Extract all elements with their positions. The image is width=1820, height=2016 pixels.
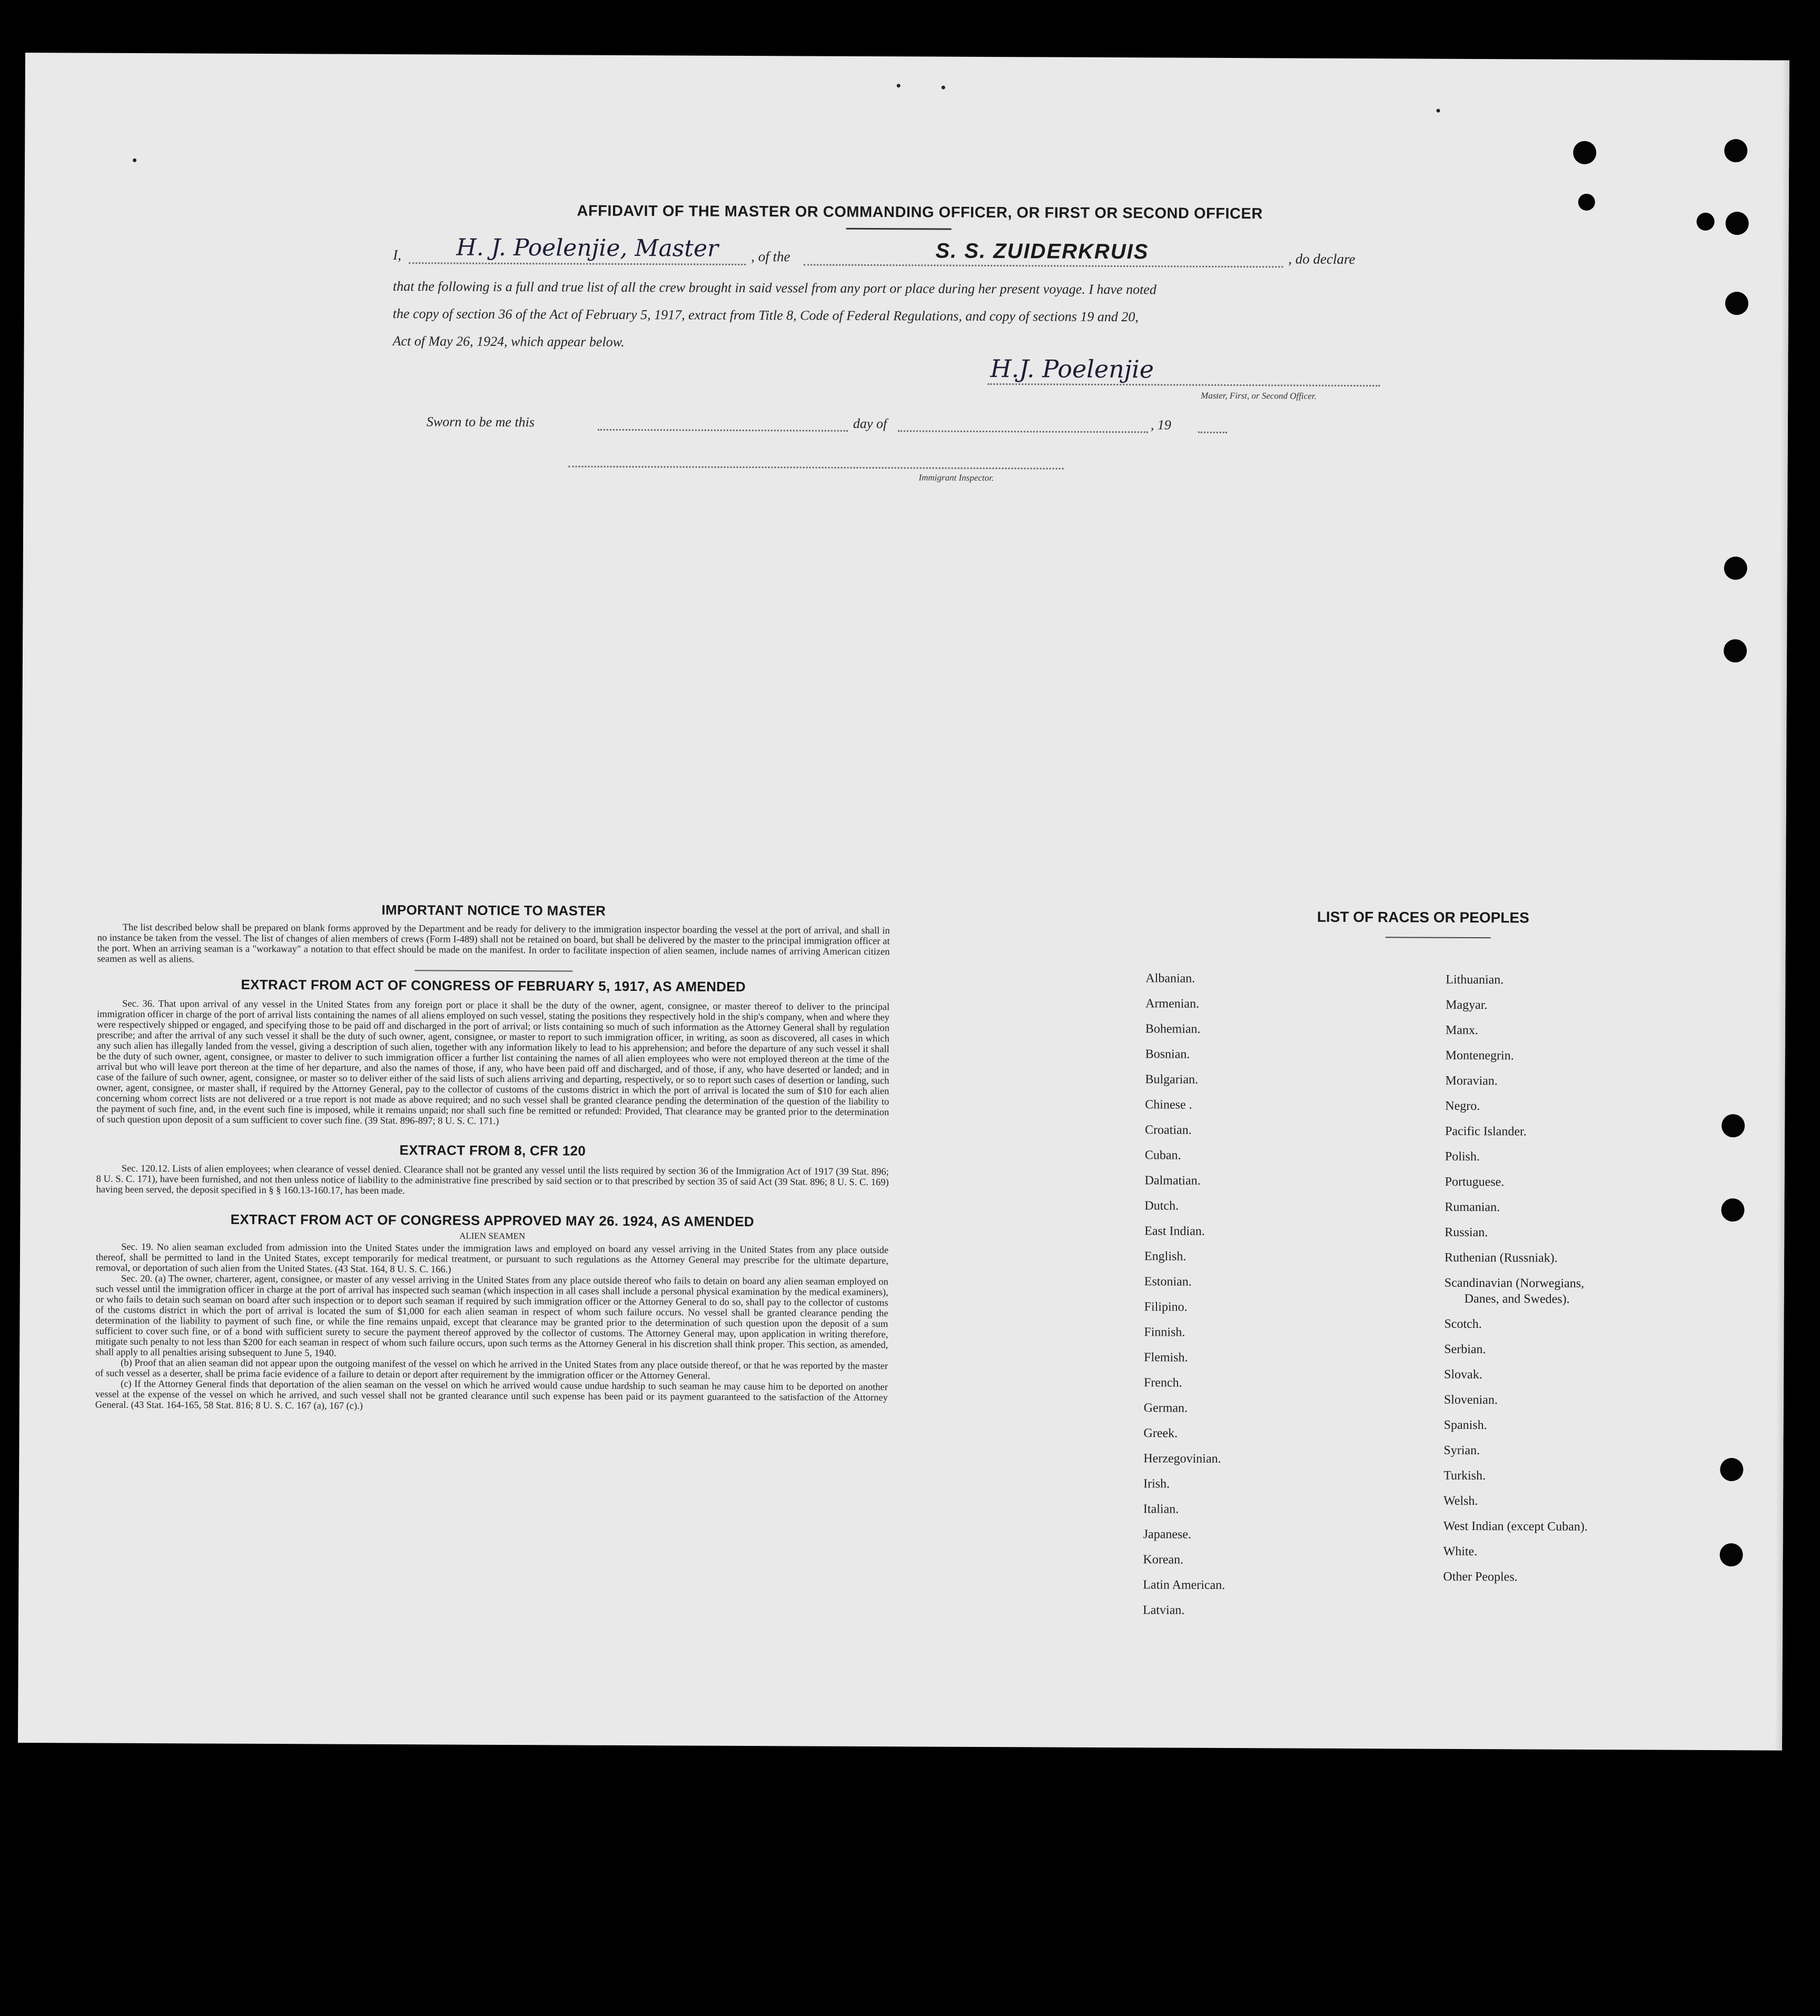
race-item: Other Peoples. xyxy=(1443,1570,1518,1584)
race-item: Greek. xyxy=(1143,1426,1178,1441)
race-item: Bosnian. xyxy=(1145,1047,1190,1061)
extract-cfr-title: EXTRACT FROM 8, CFR 120 xyxy=(399,1142,586,1159)
race-item: Irish. xyxy=(1143,1477,1170,1491)
extract-1917-text: Sec. 36. That upon arrival of any vessel in the United States from any foreign port or place it shall be the duty of the owner, agent, consignee, or master thereof to deliver to the principal immigration officer in charge of the port of arrival lists containing the names of all aliens employed on such vessel, stating the positions they respectively hold in the ship's company, when and where they were respectively shipped or engaged, and specifying those to be paid off and discharged in the port of arrival; or lists containing so much of such information as the Attorney General shall by regulation prescribe; and after the arrival of any such vessel it shall be the duty of such owner, agent, consignee, or master to report to such immigration officer, in writing, as soon as discovered, all cases in which any such alien has illegally landed from the vessel, giving a description of such alien, together with any information likely to lead to his apprehension; and before the departure of any such vessel it shall be the duty of such owner, agent, consignee, or master to deliver to such immigration officer a further list containing the names of all alien employees who were not employed thereon at the time of the arrival but who will leave port thereon at the time of her departure, and also the names of those, if any, who have been paid off and discharged, and of those, if any, who have deserted or landed; and in case of the failure of such owner, agent, consignee, or master so to deliver either of the said lists of such aliens arriving and departing, respectively, or so to report such cases of desertion or landing, such owner, agent, consignee, or master shall, if required by the Attorney General, pay to the collector of customs of the customs district in which the port of arrival is located the sum of $10 for each alien concerning whom correct lists are not delivered or a true report is not made as above required; and no such vessel shall be granted clearance pending the determination of the question of the liability to the payment of such fine, and, in the event such fine is imposed, while it remains unpaid; nor shall such fine be remitted or refunded: Provided, That clearance may be granted prior to the determination of such question upon deposit of a sum sufficient to cover such fine. (39 Stat. 896-897; 8 U. S. C. 171.) xyxy=(96,998,890,1127)
race-item: Moravian. xyxy=(1445,1074,1498,1088)
speck xyxy=(133,158,136,162)
scan-edge xyxy=(1775,61,1789,1751)
notice-text: The list described below shall be prepared on blank forms approved by the Department and be ready for delivery to the immigration inspector boarding the vessel at the port of arrival, and shall in no instance be taken from the vessel. The list of changes of alien members of crews (Form I-489) shall not be retained on board, but shall be delivered by the master to the principal immigration officer at the port. When an arriving seaman is a "workaway" a notation to that effect should be made on the manifest. In order to facilitate inspection of alien seamen, include names of arriving American citizen seamen as well as aliens. xyxy=(97,922,890,965)
punch-hole xyxy=(1573,141,1596,164)
race-item: Bulgarian. xyxy=(1145,1072,1199,1087)
race-item: Herzegovinian. xyxy=(1143,1452,1221,1466)
sworn-label: Sworn to be me this xyxy=(426,414,535,430)
race-item: Rumanian. xyxy=(1445,1200,1500,1215)
legal-column xyxy=(95,901,890,1414)
race-item: Syrian. xyxy=(1443,1443,1480,1458)
punch-hole xyxy=(1724,139,1747,162)
punch-hole xyxy=(1726,212,1749,235)
race-item: Turkish. xyxy=(1443,1468,1486,1483)
sworn-line xyxy=(392,408,1393,433)
race-item: Slovak. xyxy=(1444,1367,1482,1382)
race-item: Croatian. xyxy=(1145,1123,1192,1137)
master-signature: H.J. Poelenjie xyxy=(990,354,1154,384)
signature-line xyxy=(987,383,1380,386)
race-item: Pacific Islander. xyxy=(1445,1124,1527,1139)
race-item: Bohemian. xyxy=(1145,1022,1201,1036)
speck xyxy=(1437,109,1440,113)
affidavit-title: AFFIDAVIT OF THE MASTER OR COMMANDING OFFICER, OR FIRST OR SECOND OFFICER xyxy=(577,202,1263,223)
punch-hole xyxy=(1721,1198,1744,1221)
do-declare-label: , do declare xyxy=(1288,251,1356,267)
declaration-line-3: the copy of section 36 of the Act of February 5, 1917, extract from Title 8, Code of Federal Regulations, and copy of sections 19 and 20, xyxy=(392,306,1139,325)
signature-caption: Master, First, or Second Officer. xyxy=(1201,390,1317,401)
race-item: Slovenian. xyxy=(1443,1393,1498,1407)
race-item: Ruthenian (Russniak). xyxy=(1444,1250,1558,1265)
declaration-line-4: Act of May 26, 1924, which appear below. xyxy=(392,333,625,350)
year-line xyxy=(1198,432,1227,433)
punch-hole xyxy=(1724,639,1747,662)
sec-20c-text: (c) If the Attorney General finds that deportation of the alien seaman on the vessel on which he arrived would cause undue hardship to such seaman he may cause him to be deported on another vessel at the expense of the vessel on which he arrived, and such vessel shall not be granted clearance until such expense has been paid or its payment guaranteed to the satisfaction of the Attorney General. (43 Stat. 164-165, 58 Stat. 816; 8 U. S. C. 167 (a), 167 (c).) xyxy=(95,1378,888,1412)
title-rule xyxy=(846,228,952,230)
race-item: West Indian (except Cuban). xyxy=(1443,1519,1588,1534)
race-item: Danes, and Swedes). xyxy=(1464,1292,1570,1306)
race-item: Portuguese. xyxy=(1445,1175,1505,1189)
race-item: Welsh. xyxy=(1443,1494,1478,1508)
inspector-caption: Immigrant Inspector. xyxy=(918,472,994,483)
year-label: , 19 xyxy=(1150,417,1171,433)
race-item: Spanish. xyxy=(1443,1418,1487,1433)
extract-1924-title: EXTRACT FROM ACT OF CONGRESS APPROVED MAY 26. 1924, AS AMENDED xyxy=(230,1211,755,1230)
i-label: I, xyxy=(393,247,402,263)
race-item: White. xyxy=(1443,1544,1478,1559)
race-item: Estonian. xyxy=(1144,1275,1192,1289)
race-item: Manx. xyxy=(1445,1023,1478,1038)
race-item: Serbian. xyxy=(1444,1342,1486,1357)
race-item: Italian. xyxy=(1143,1502,1179,1516)
race-item: Finnish. xyxy=(1144,1325,1185,1339)
sec-20b-text: (b) Proof that an alien seaman did not appear upon the outgoing manifest of the vessel on which he arrived in the United States from any place outside thereof, or that he was reported by the master of such vessel as a deserter, shall be prima facie evidence of a failure to detain or deport after requirement by the immigration officer or the Attorney General. xyxy=(95,1357,888,1382)
race-item: French. xyxy=(1143,1376,1182,1390)
punch-hole xyxy=(1725,292,1748,315)
race-item: Scandinavian (Norwegians, xyxy=(1444,1276,1585,1290)
races-rule xyxy=(1386,937,1491,938)
race-item: Flemish. xyxy=(1144,1350,1188,1365)
race-item: Magyar. xyxy=(1446,998,1488,1012)
race-item: Cuban. xyxy=(1144,1148,1181,1163)
sec-19-text: Sec. 19. No alien seaman excluded from admission into the United States under the immigration laws and employed on board any vessel arriving in the United States from any place outside thereof, shall be permitted to land in the United States, except temporarily for medical treatment, or pursuant to such regulations as the Attorney General may prescribe for the ultimate departure, removal, or deportation of such alien from the United States. (43 Stat. 164, 8 U. S. C. 166.) xyxy=(95,1242,889,1275)
sworn-day-line xyxy=(598,429,848,432)
race-item: Polish. xyxy=(1445,1149,1480,1164)
extract-1917-title: EXTRACT FROM ACT OF CONGRESS OF FEBRUARY 5, 1917, AS AMENDED xyxy=(241,976,746,995)
day-of-label: day of xyxy=(853,415,887,432)
race-item: Montenegrin. xyxy=(1445,1048,1514,1063)
race-item: Armenian. xyxy=(1145,997,1200,1011)
punch-hole xyxy=(1697,213,1715,231)
speck xyxy=(942,86,945,90)
race-item: Japanese. xyxy=(1143,1527,1192,1542)
race-item: Dalmatian. xyxy=(1144,1174,1201,1188)
race-item: Albanian. xyxy=(1145,971,1195,986)
race-item: Scotch. xyxy=(1444,1317,1482,1332)
sworn-month-line xyxy=(898,430,1148,433)
race-item: English. xyxy=(1144,1249,1186,1264)
race-item: Latin American. xyxy=(1143,1578,1225,1592)
inspector-line xyxy=(569,466,1064,470)
race-item: Russian. xyxy=(1445,1225,1488,1240)
master-name-handwritten: H. J. Poelenjie, Master xyxy=(456,234,719,262)
extract-cfr-text: Sec. 120.12. Lists of alien employees; when clearance of vessel denied. Clearance shall not be granted any vessel until the lists required by section 36 of the Immigration Act of 1917 (39 Stat. 896; 8 U. S. C. 171), have been furnished, and not then unless notice of liability to the administrative fine prescribed by said section or to that prescribed by section 35 of said Act (39 Stat. 896; 8 U. S. C. 169) having been served, the deposit specified in § § 160.13-160.17, has been made. xyxy=(96,1163,889,1197)
declaration-line-2: that the following is a full and true list of all the crew brought in said vessel from any port or place during her present voyage. I have noted xyxy=(393,279,1156,297)
document-sheet xyxy=(18,53,1789,1751)
race-item: Latvian. xyxy=(1143,1603,1185,1617)
punch-hole xyxy=(1720,1458,1743,1481)
punch-hole xyxy=(1719,1543,1743,1566)
name-line xyxy=(409,262,746,265)
race-item: German. xyxy=(1143,1401,1188,1415)
vessel-name: S. S. ZUIDERKRUIS xyxy=(935,239,1149,264)
sec-20a-text: Sec. 20. (a) The owner, charterer, agent, consignee, or master of any vessel arriving in the United States from any place outside thereof who fails to detain on board any alien seaman employed on such vessel until the immigration officer in charge at the port of arrival has inspected such seaman (which inspection in all cases shall include a personal physical examination by the medical examiners), or who fails to detain such seaman on board after such inspection or to deport such seaman if required by such immigration officer or the Attorney General to do so, shall pay to the collector of customs of the customs district in which the port of arrival is located the sum of $1,000 for each alien seaman in respect of whom such failure occurs. No vessel shall be granted clearance pending the determination of the liability to payment of such fine, or while the fine remains unpaid, except that clearance may be granted prior to the determination of such question upon the deposit of a sum sufficient to cover such fine, or of a bond with sufficient surety to secure the payment thereof approved by the collector of customs. The Attorney General may, upon application in writing therefore, mitigate such penalty to not less than $200 for each seaman in respect of whom such failure occurs, upon such terms as the Attorney General in his discretion shall think proper. This section, as amended, shall apply to all penalties arising subsequent to June 5, 1940. xyxy=(95,1273,888,1359)
punch-hole xyxy=(1722,1114,1745,1137)
notice-title: IMPORTANT NOTICE TO MASTER xyxy=(381,901,606,919)
race-item: Filipino. xyxy=(1144,1300,1188,1314)
section-rule xyxy=(414,970,572,971)
races-title: LIST OF RACES OR PEOPLES xyxy=(1317,908,1529,926)
race-item: Negro. xyxy=(1445,1099,1480,1114)
speck xyxy=(897,84,901,87)
race-item: East Indian. xyxy=(1144,1224,1205,1238)
race-item: Lithuanian. xyxy=(1446,972,1504,987)
race-item: Korean. xyxy=(1143,1553,1184,1567)
race-item: Chinese . xyxy=(1145,1098,1192,1112)
declaration-line-1 xyxy=(393,234,1393,267)
of-the-label: , of the xyxy=(751,249,790,265)
punch-hole xyxy=(1724,557,1747,580)
punch-hole xyxy=(1578,194,1595,211)
race-item: Dutch. xyxy=(1144,1199,1179,1213)
extract-1924-subtitle: ALIEN SEAMEN xyxy=(459,1230,526,1242)
